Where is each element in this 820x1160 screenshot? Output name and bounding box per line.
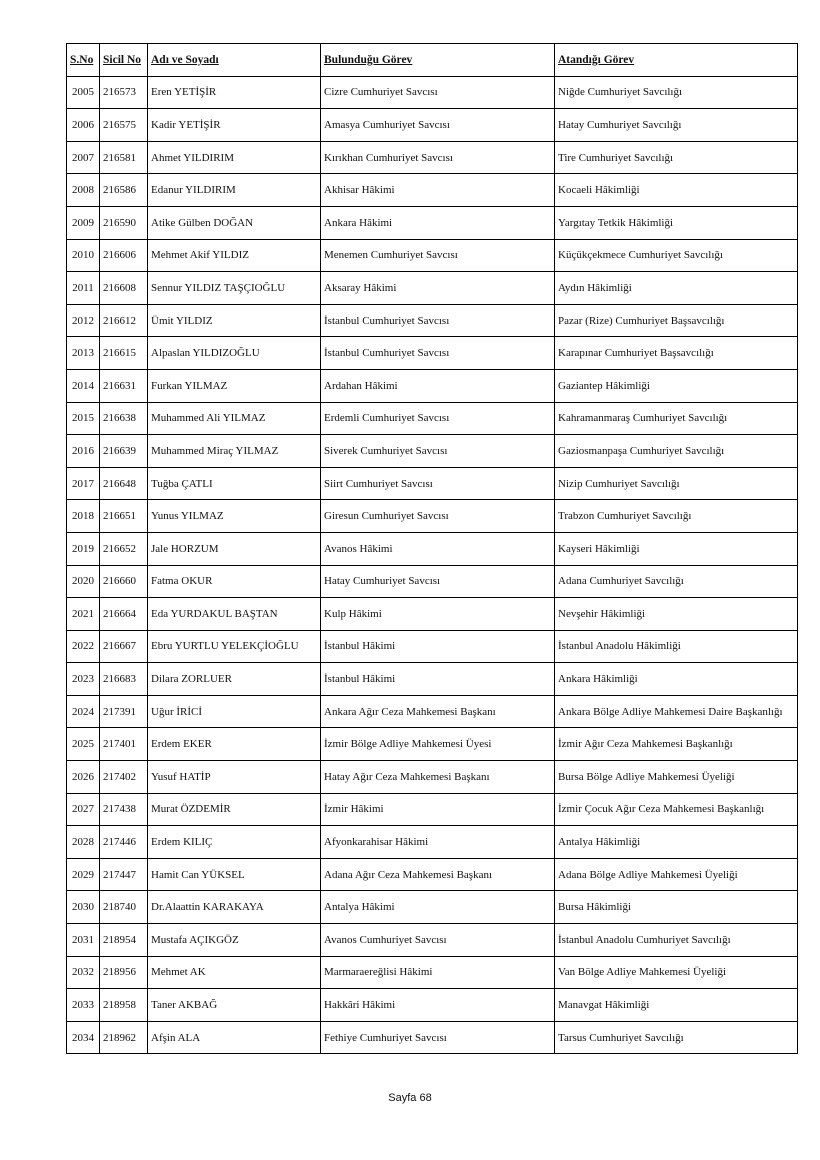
cell-assigned-position: Bursa Bölge Adliye Mahkemesi Üyeliği: [555, 761, 798, 794]
cell-name: Mehmet AK: [148, 956, 321, 989]
header-name: Adı ve Soyadı: [148, 44, 321, 77]
table-row: [67, 76, 798, 109]
cell-current-position: İstanbul Cumhuriyet Savcısı: [321, 337, 555, 370]
cell-current-position: Ardahan Hâkimi: [321, 369, 555, 402]
cell-name: Mustafa AÇIKGÖZ: [148, 924, 321, 957]
cell-name: Tuğba ÇATLI: [148, 467, 321, 500]
table-row: [67, 858, 798, 891]
cell-sno: 2008: [67, 174, 100, 207]
cell-assigned-position: Trabzon Cumhuriyet Savcılığı: [555, 500, 798, 533]
cell-sicil: 218962: [100, 1021, 148, 1054]
cell-sno: 2007: [67, 141, 100, 174]
cell-assigned-position: Manavgat Hâkimliği: [555, 989, 798, 1022]
cell-sno: 2026: [67, 761, 100, 794]
table-row: [67, 728, 798, 761]
cell-current-position: Giresun Cumhuriyet Savcısı: [321, 500, 555, 533]
table-row: [67, 761, 798, 794]
cell-current-position: Avanos Hâkimi: [321, 532, 555, 565]
cell-name: Hamit Can YÜKSEL: [148, 858, 321, 891]
cell-sno: 2009: [67, 206, 100, 239]
cell-name: Eren YETİŞİR: [148, 76, 321, 109]
table-row: [67, 435, 798, 468]
table-row: [67, 174, 798, 207]
cell-name: Yusuf HATİP: [148, 761, 321, 794]
cell-current-position: Siverek Cumhuriyet Savcısı: [321, 435, 555, 468]
header-current-position: Bulunduğu Görev: [321, 44, 555, 77]
cell-name: Muhammed Ali YILMAZ: [148, 402, 321, 435]
cell-current-position: Siirt Cumhuriyet Savcısı: [321, 467, 555, 500]
table-row: [67, 565, 798, 598]
cell-name: Dilara ZORLUER: [148, 663, 321, 696]
table-row: [67, 206, 798, 239]
cell-sicil: 217446: [100, 826, 148, 859]
cell-sicil: 216648: [100, 467, 148, 500]
cell-sicil: 216612: [100, 304, 148, 337]
cell-current-position: Avanos Cumhuriyet Savcısı: [321, 924, 555, 957]
cell-sno: 2023: [67, 663, 100, 696]
table-row: [67, 1021, 798, 1054]
table-row: [67, 630, 798, 663]
cell-current-position: Adana Ağır Ceza Mahkemesi Başkanı: [321, 858, 555, 891]
cell-sicil: 216615: [100, 337, 148, 370]
cell-assigned-position: Nevşehir Hâkimliği: [555, 598, 798, 631]
cell-sicil: 216575: [100, 109, 148, 142]
cell-name: Muhammed Miraç YILMAZ: [148, 435, 321, 468]
cell-sno: 2017: [67, 467, 100, 500]
table-row: [67, 956, 798, 989]
cell-sicil: 216664: [100, 598, 148, 631]
cell-assigned-position: Hatay Cumhuriyet Savcılığı: [555, 109, 798, 142]
cell-sicil: 218954: [100, 924, 148, 957]
cell-sno: 2012: [67, 304, 100, 337]
cell-assigned-position: Gaziosmanpaşa Cumhuriyet Savcılığı: [555, 435, 798, 468]
table-row: [67, 793, 798, 826]
cell-current-position: Antalya Hâkimi: [321, 891, 555, 924]
cell-assigned-position: Antalya Hâkimliği: [555, 826, 798, 859]
cell-name: Mehmet Akif YILDIZ: [148, 239, 321, 272]
cell-sno: 2010: [67, 239, 100, 272]
cell-assigned-position: İstanbul Anadolu Cumhuriyet Savcılığı: [555, 924, 798, 957]
cell-current-position: Erdemli Cumhuriyet Savcısı: [321, 402, 555, 435]
cell-current-position: Cizre Cumhuriyet Savcısı: [321, 76, 555, 109]
cell-sno: 2034: [67, 1021, 100, 1054]
cell-current-position: İstanbul Hâkimi: [321, 663, 555, 696]
cell-assigned-position: Tire Cumhuriyet Savcılığı: [555, 141, 798, 174]
cell-sicil: 218956: [100, 956, 148, 989]
cell-sicil: 218740: [100, 891, 148, 924]
cell-current-position: Kulp Hâkimi: [321, 598, 555, 631]
cell-sicil: 216573: [100, 76, 148, 109]
cell-assigned-position: Küçükçekmece Cumhuriyet Savcılığı: [555, 239, 798, 272]
cell-sicil: 216638: [100, 402, 148, 435]
cell-sno: 2022: [67, 630, 100, 663]
cell-sno: 2005: [67, 76, 100, 109]
cell-sicil: 216683: [100, 663, 148, 696]
table-row: [67, 891, 798, 924]
cell-assigned-position: Kocaeli Hâkimliği: [555, 174, 798, 207]
table-row: [67, 989, 798, 1022]
cell-name: Jale HORZUM: [148, 532, 321, 565]
cell-current-position: Akhisar Hâkimi: [321, 174, 555, 207]
cell-sno: 2019: [67, 532, 100, 565]
cell-assigned-position: Adana Cumhuriyet Savcılığı: [555, 565, 798, 598]
cell-name: Ümit YILDIZ: [148, 304, 321, 337]
cell-sno: 2013: [67, 337, 100, 370]
cell-assigned-position: Karapınar Cumhuriyet Başsavcılığı: [555, 337, 798, 370]
cell-name: Erdem EKER: [148, 728, 321, 761]
cell-assigned-position: Pazar (Rize) Cumhuriyet Başsavcılığı: [555, 304, 798, 337]
cell-sicil: 217447: [100, 858, 148, 891]
table-row: [67, 663, 798, 696]
cell-sicil: 218958: [100, 989, 148, 1022]
cell-name: Taner AKBAĞ: [148, 989, 321, 1022]
cell-sno: 2025: [67, 728, 100, 761]
cell-sicil: 217391: [100, 695, 148, 728]
table-row: [67, 695, 798, 728]
cell-sno: 2018: [67, 500, 100, 533]
cell-sno: 2006: [67, 109, 100, 142]
table-row: [67, 239, 798, 272]
cell-current-position: Aksaray Hâkimi: [321, 272, 555, 305]
cell-assigned-position: İzmir Çocuk Ağır Ceza Mahkemesi Başkanlığı: [555, 793, 798, 826]
cell-sno: 2024: [67, 695, 100, 728]
cell-sicil: 216651: [100, 500, 148, 533]
cell-assigned-position: Gaziantep Hâkimliği: [555, 369, 798, 402]
cell-current-position: Hatay Cumhuriyet Savcısı: [321, 565, 555, 598]
cell-name: Fatma OKUR: [148, 565, 321, 598]
cell-sicil: 216652: [100, 532, 148, 565]
cell-current-position: Hakkâri Hâkimi: [321, 989, 555, 1022]
cell-current-position: Menemen Cumhuriyet Savcısı: [321, 239, 555, 272]
cell-name: Atike Gülben DOĞAN: [148, 206, 321, 239]
assignment-table: [66, 43, 798, 1054]
cell-current-position: Afyonkarahisar Hâkimi: [321, 826, 555, 859]
cell-sno: 2020: [67, 565, 100, 598]
cell-sno: 2016: [67, 435, 100, 468]
page-number: Sayfa 68: [388, 1092, 432, 1104]
cell-sno: 2033: [67, 989, 100, 1022]
cell-assigned-position: Bursa Hâkimliği: [555, 891, 798, 924]
cell-assigned-position: Aydın Hâkimliği: [555, 272, 798, 305]
cell-current-position: Fethiye Cumhuriyet Savcısı: [321, 1021, 555, 1054]
cell-current-position: İstanbul Cumhuriyet Savcısı: [321, 304, 555, 337]
cell-sicil: 216590: [100, 206, 148, 239]
cell-current-position: Ankara Hâkimi: [321, 206, 555, 239]
cell-sicil: 216667: [100, 630, 148, 663]
cell-current-position: Kırıkhan Cumhuriyet Savcısı: [321, 141, 555, 174]
cell-sicil: 216608: [100, 272, 148, 305]
cell-sno: 2028: [67, 826, 100, 859]
cell-assigned-position: Van Bölge Adliye Mahkemesi Üyeliği: [555, 956, 798, 989]
cell-name: Eda YURDAKUL BAŞTAN: [148, 598, 321, 631]
table-row: [67, 337, 798, 370]
table-row: [67, 369, 798, 402]
cell-sno: 2011: [67, 272, 100, 305]
table-row: [67, 598, 798, 631]
cell-assigned-position: Adana Bölge Adliye Mahkemesi Üyeliği: [555, 858, 798, 891]
cell-sno: 2030: [67, 891, 100, 924]
table-row: [67, 109, 798, 142]
table-row: [67, 141, 798, 174]
header-sicil: Sicil No: [100, 44, 148, 77]
table-row: [67, 924, 798, 957]
cell-sicil: 216586: [100, 174, 148, 207]
cell-current-position: İstanbul Hâkimi: [321, 630, 555, 663]
cell-sno: 2014: [67, 369, 100, 402]
cell-name: Alpaslan YILDIZOĞLU: [148, 337, 321, 370]
cell-assigned-position: Kahramanmaraş Cumhuriyet Savcılığı: [555, 402, 798, 435]
cell-sicil: 217438: [100, 793, 148, 826]
cell-assigned-position: Nizip Cumhuriyet Savcılığı: [555, 467, 798, 500]
cell-sno: 2015: [67, 402, 100, 435]
table-row: [67, 532, 798, 565]
cell-assigned-position: İstanbul Anadolu Hâkimliği: [555, 630, 798, 663]
cell-sicil: 217401: [100, 728, 148, 761]
header-sno: S.No: [67, 44, 100, 77]
cell-name: Ahmet YILDIRIM: [148, 141, 321, 174]
cell-name: Uğur İRİCİ: [148, 695, 321, 728]
cell-sicil: 216631: [100, 369, 148, 402]
table-row: [67, 500, 798, 533]
cell-assigned-position: İzmir Ağır Ceza Mahkemesi Başkanlığı: [555, 728, 798, 761]
cell-assigned-position: Ankara Hâkimliği: [555, 663, 798, 696]
table-row: [67, 826, 798, 859]
cell-sicil: 216581: [100, 141, 148, 174]
cell-sno: 2031: [67, 924, 100, 957]
cell-current-position: Marmaraereğlisi Hâkimi: [321, 956, 555, 989]
cell-sicil: 216660: [100, 565, 148, 598]
table-header-row: [67, 44, 798, 77]
cell-current-position: İzmir Hâkimi: [321, 793, 555, 826]
cell-sicil: 216639: [100, 435, 148, 468]
cell-name: Edanur YILDIRIM: [148, 174, 321, 207]
cell-current-position: Ankara Ağır Ceza Mahkemesi Başkanı: [321, 695, 555, 728]
cell-name: Dr.Alaattin KARAKAYA: [148, 891, 321, 924]
cell-name: Kadir YETİŞİR: [148, 109, 321, 142]
table-row: [67, 402, 798, 435]
cell-sno: 2029: [67, 858, 100, 891]
cell-sno: 2032: [67, 956, 100, 989]
cell-name: Furkan YILMAZ: [148, 369, 321, 402]
cell-current-position: Hatay Ağır Ceza Mahkemesi Başkanı: [321, 761, 555, 794]
cell-assigned-position: Niğde Cumhuriyet Savcılığı: [555, 76, 798, 109]
cell-name: Yunus YILMAZ: [148, 500, 321, 533]
cell-sicil: 217402: [100, 761, 148, 794]
cell-name: Murat ÖZDEMİR: [148, 793, 321, 826]
cell-name: Ebru YURTLU YELEKÇİOĞLU: [148, 630, 321, 663]
cell-sno: 2027: [67, 793, 100, 826]
cell-current-position: İzmir Bölge Adliye Mahkemesi Üyesi: [321, 728, 555, 761]
cell-assigned-position: Ankara Bölge Adliye Mahkemesi Daire Başkanlığı: [555, 695, 798, 728]
cell-name: Sennur YILDIZ TAŞÇIOĞLU: [148, 272, 321, 305]
header-assigned-position: Atandığı Görev: [555, 44, 798, 77]
table-row: [67, 272, 798, 305]
table-row: [67, 304, 798, 337]
cell-name: Afşin ALA: [148, 1021, 321, 1054]
table-row: [67, 467, 798, 500]
cell-name: Erdem KILIÇ: [148, 826, 321, 859]
cell-assigned-position: Kayseri Hâkimliği: [555, 532, 798, 565]
cell-assigned-position: Tarsus Cumhuriyet Savcılığı: [555, 1021, 798, 1054]
cell-assigned-position: Yargıtay Tetkik Hâkimliği: [555, 206, 798, 239]
cell-current-position: Amasya Cumhuriyet Savcısı: [321, 109, 555, 142]
cell-sicil: 216606: [100, 239, 148, 272]
cell-sno: 2021: [67, 598, 100, 631]
table-body: [67, 76, 798, 1054]
